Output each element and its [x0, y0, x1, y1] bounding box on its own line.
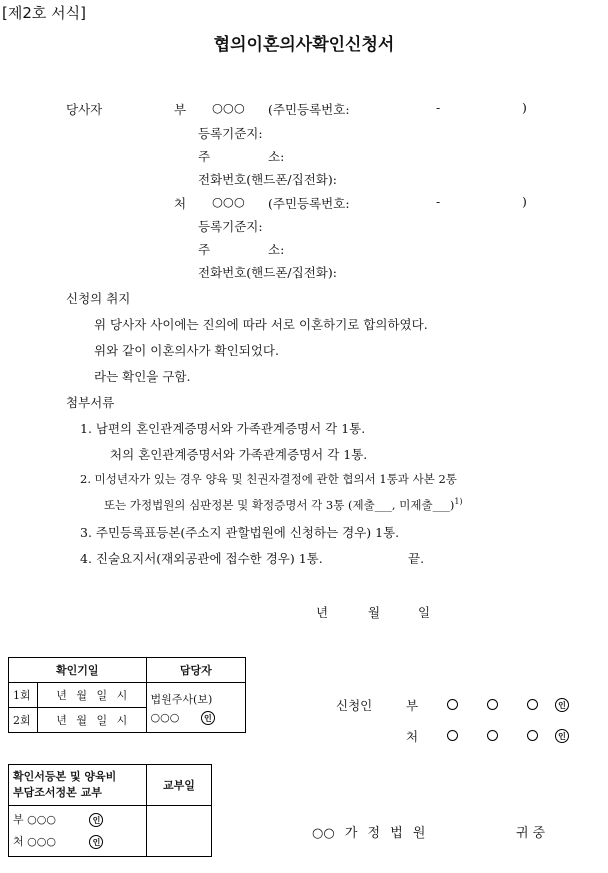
delivery-date-cell [147, 806, 212, 857]
attachments-label: 첨부서류 [66, 395, 115, 410]
attachment-1a: 1. 남편의 혼인관계증명서와 가족관계증명서 각 1통. [80, 421, 366, 436]
applicant-husband-name [444, 696, 569, 712]
officer-header: 담당자 [146, 658, 245, 683]
purpose-line-3: 라는 확인을 구함. [94, 369, 191, 384]
delivery-husband-name: ○○○ [27, 813, 56, 826]
wife-phone: 전화번호(핸드폰/집전화): [198, 265, 337, 280]
name-circle-icon [527, 699, 538, 710]
wife-rrn-label: (주민등록번호: [268, 196, 350, 211]
delivery-husband-seal-icon: 인 [89, 813, 103, 827]
end-mark: 끝. [408, 551, 425, 566]
husband-phone: 전화번호(핸드폰/집전화): [198, 172, 337, 187]
delivery-table [8, 764, 212, 857]
delivery-date-header: 교부일 [147, 765, 212, 806]
applicant-husband-seal-icon: 인 [555, 698, 569, 712]
attachment-2a: 2. 미성년자가 있는 경우 양육 및 친권자결정에 관한 협의서 1통과 사본 2통 [80, 472, 457, 486]
wife-rrn-dash: - [436, 194, 441, 209]
delivery-wife-row [13, 831, 142, 853]
applicant-wife-seal-icon: 인 [555, 729, 569, 743]
delivery-wife-name: ○○○ [27, 835, 56, 848]
date-day: 일 [418, 605, 431, 620]
officer-name: ○○○ [150, 710, 180, 724]
name-circle-icon [487, 730, 498, 741]
delivery-recipients [9, 806, 147, 857]
court-name: ○○ 가 정 법 원 [312, 826, 426, 841]
purpose-line-1: 위 당사자 사이에는 진의에 따라 서로 이혼하기로 합의하였다. [94, 317, 428, 332]
husband-name: ○○○ [212, 100, 245, 115]
wife-addr-a: 주 [198, 242, 211, 257]
delivery-wife-role: 처 [13, 835, 24, 848]
name-circle-icon [487, 699, 498, 710]
wife-addr-b: 소: [268, 242, 285, 257]
officer-name-row [151, 711, 241, 725]
applicant-wife-role: 처 [406, 729, 419, 744]
round-1-date: 년 월 일 시 [38, 683, 147, 708]
date-year: 년 [316, 605, 329, 620]
husband-rrn-dash: - [436, 100, 441, 115]
name-circle-icon [447, 699, 458, 710]
husband-addr-a: 주 [198, 149, 211, 164]
husband-reg-base: 등록기준지: [198, 126, 263, 141]
attachment-4: 4. 진술요지서(재외공관에 접수한 경우) 1통. [80, 551, 323, 566]
form-label: [제2호 서식] [2, 4, 86, 22]
footnote-marker: 1) [454, 497, 463, 507]
purpose-line-2: 위와 같이 이혼의사가 확인되었다. [94, 343, 279, 358]
husband-role: 부 [174, 102, 187, 117]
round-2-label: 2회 [9, 708, 38, 733]
name-circle-icon [527, 730, 538, 741]
court-suffix: 귀중 [516, 826, 550, 841]
party-label: 당사자 [66, 102, 103, 117]
delivery-header-line-2: 부담조서정본 교부 [13, 786, 102, 799]
purpose-label: 신청의 취지 [66, 291, 131, 306]
officer-seal-icon: 인 [201, 711, 215, 725]
husband-rrn-label: (주민등록번호: [268, 102, 350, 117]
confirm-date-header: 확인기일 [9, 658, 147, 683]
wife-rrn-close: ) [522, 194, 527, 209]
date-month: 월 [368, 605, 381, 620]
delivery-header-line-1: 확인서등본 및 양육비 [13, 770, 117, 783]
delivery-husband-row [13, 809, 142, 831]
husband-addr-b: 소: [268, 149, 285, 164]
wife-name: ○○○ [212, 194, 245, 209]
delivery-husband-role: 부 [13, 813, 24, 826]
attachment-3: 3. 주민등록표등본(주소지 관할법원에 신청하는 경우) 1통. [80, 525, 400, 540]
confirm-table [8, 657, 246, 733]
officer-title: 법원주사(보) [150, 692, 213, 706]
applicant-label: 신청인 [336, 698, 373, 713]
delivery-header [9, 765, 147, 806]
applicant-husband-role: 부 [406, 698, 419, 713]
round-1-label: 1회 [9, 683, 38, 708]
page-title: 협의이혼의사확인신청서 [213, 35, 395, 55]
delivery-wife-seal-icon: 인 [89, 835, 103, 849]
attachment-2b: 또는 가정법원의 심판정본 및 확정증명서 각 3통 (제출___, 미제출___)$^{1)}$ [104, 497, 463, 512]
officer-cell [146, 683, 245, 733]
attachment-1b: 처의 혼인관계증명서와 가족관계증명서 각 1통. [110, 447, 368, 462]
round-2-date: 년 월 일 시 [38, 708, 147, 733]
applicant-wife-name [444, 727, 569, 743]
wife-reg-base: 등록기준지: [198, 219, 263, 234]
name-circle-icon [447, 730, 458, 741]
wife-role: 처 [174, 196, 187, 211]
husband-rrn-close: ) [522, 100, 527, 115]
